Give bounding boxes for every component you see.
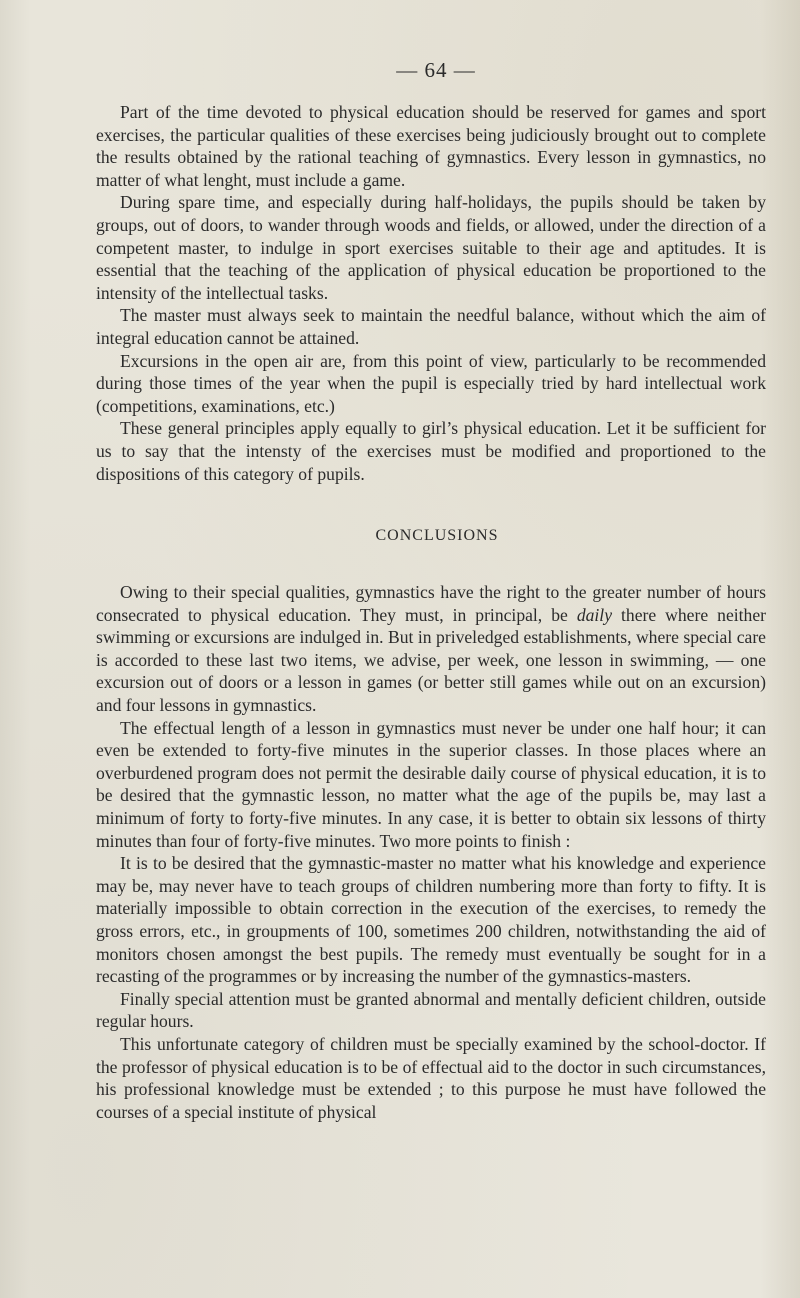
- paragraph-lesson-length: The effectual length of a lesson in gymnastics must never be under one half hour; it can even be extended to forty-five minutes in the superior classes. In those places where an overburdened program does not permit the desirable daily course of physical education, it is to be desired that the gymnastic lesson, no matter what the age of the pupils be, may last a minimum of forty to forty-five minutes. In any case, it is better to obtain six lessons of thirty minutes than four of forty-five minutes. Two more points to finish :: [96, 717, 766, 851]
- paragraph-gymnastics-hours: [96, 581, 766, 717]
- paragraph-excursions: Excursions in the open air are, from this point of view, particularly to be recommended during those times of the year when the pupil is especially tried by hard intellectual work (competitions, examinations, etc.): [96, 350, 766, 416]
- conclusions-heading: CONCLUSIONS: [375, 527, 499, 545]
- paragraph-group-size: It is to be desired that the gymnastic-master no matter what his knowledge and experience may be, may never have to teach groups of children numbering more than forty to fifty. It is materially impossible to obtain correction in the execution of the exercises, to remedy the gross errors, etc., in groupments of 100, sometimes 200 children, notwithstanding the aid of monitors chosen amongst the best pupils. The remedy must eventually be sought for in a recasting of the programmes or by increasing the number of the gymnastics-masters.: [96, 853, 766, 987]
- paragraph-school-doctor: This unfortunate category of children must be specially examined by the school-doctor. If the professor of physical education is to be of effectual aid to the doctor in such circumstances, his professional knowledge must be extended ; to this purpose he must have followed the courses of a special institute of physical: [96, 1033, 766, 1122]
- paragraph-spare-time: During spare time, and especially during half-holidays, the pupils should be taken by groups, out of doors, to wander through woods and fields, or allowed, under the direction of a competent master, to indulge in sport exercises suitable to their age and aptitudes. It is essential that the teaching of the application of physical education be proportioned to the intensity of the intellectual tasks.: [96, 192, 766, 303]
- paragraph-abnormal-children: Finally special attention must be granted abnormal and mentally deficient children, outside regular hours.: [96, 988, 766, 1032]
- paragraph-gymnastics-hours-text-start: Owing to their special qualities, gymnastics have the right to the greater number of hours consecrated to physical education. They must, in principal, be: [96, 582, 766, 625]
- page-number: — 64 —: [396, 58, 476, 82]
- paragraph-games-sport: Part of the time devoted to physical education should be reserved for games and sport exercises, the particular qualities of these exercises being judiciously brought out to complete the results obtained by the rational teaching of gymnastics. Every lesson in gymnastics, no matter of what lenght, must include a game.: [96, 102, 766, 190]
- paragraph-girls-education: These general principles apply equally to girl’s physical education. Let it be sufficient for us to say that the intensty of the exercises must be modified and proportioned to the dispositions of this category of pupils.: [96, 418, 766, 484]
- paragraph-gymnastics-hours-text-end: there where neither swimming or excursions are indulged in. But in priveledged establishments, where special care is accorded to these last two items, we advise, per week, one lesson in swimming, — one excursion out of doors or a lesson in games (or better still games while out on an excursion) and four lessons in gymnastics.: [96, 604, 767, 716]
- paragraph-balance: The master must always seek to maintain the needful balance, without which the aim of integral education cannot be attained.: [96, 305, 766, 348]
- physical-education-section: [96, 101, 766, 485]
- conclusions-section: [96, 581, 766, 1123]
- italic-daily: daily: [576, 604, 613, 625]
